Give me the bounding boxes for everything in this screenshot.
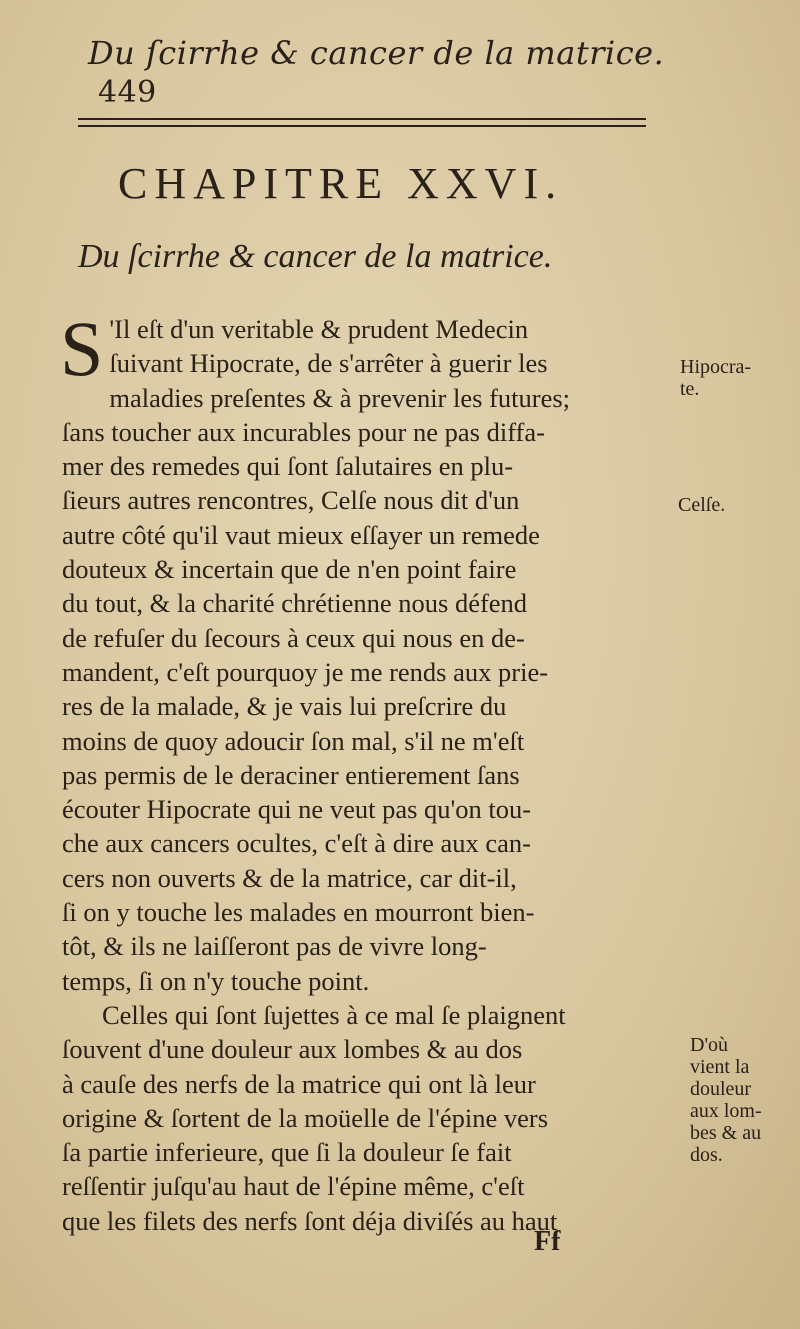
- text-line: à cauſe des nerfs de la matrice qui ont là leur: [62, 1068, 536, 1099]
- margin-note-hipocrate: Hipocra- te.: [680, 356, 752, 400]
- text-line: moins de quoy adoucir ſon mal, s'il ne m'eſt: [62, 725, 525, 756]
- text-line: reſſentir juſqu'au haut de l'épine même, c'eſt: [62, 1171, 525, 1202]
- margin-note-celse: Celſe.: [678, 494, 726, 516]
- text-line: res de la malade, & je vais lui preſcrire du: [62, 691, 507, 722]
- text-line: autre côté qu'il vaut mieux eſſayer un remede: [62, 519, 540, 550]
- chapter-title: Du ſcirrhe & cancer de la matrice.: [78, 238, 553, 275]
- text-line: origine & ſortent de la moüelle de l'épine vers: [62, 1102, 549, 1133]
- text-line: ſuivant Hipocrate, de s'arrêter à guerir les: [109, 348, 548, 379]
- signature-mark: Ff: [534, 1226, 561, 1257]
- text-line: 'Il eſt d'un veritable & prudent Medecin: [109, 314, 529, 344]
- page-number: 449: [98, 75, 157, 110]
- text-line: ſouvent d'une douleur aux lombes & au dos: [62, 1034, 523, 1065]
- margin-note-douleur: D'où vient la douleur aux lom- bes & au dos.: [690, 1034, 762, 1166]
- text-line: ſieurs autres rencontres, Celſe nous dit d'un: [62, 485, 520, 516]
- running-title: Du ſcirrhe & cancer de la matrice.: [88, 34, 665, 72]
- chapter-heading: CHAPITRE XXVI.: [118, 159, 564, 208]
- text-line: che aux cancers ocultes, c'eſt à dire aux can-: [62, 828, 532, 859]
- body-text: [60, 305, 674, 1238]
- text-line: ſi on y touche les malades en mourront bien-: [62, 897, 535, 928]
- text-line: tôt, & ils ne laiſſeront pas de vivre long-: [62, 931, 487, 962]
- text-line: de refuſer du ſecours à ceux qui nous en de-: [62, 622, 525, 653]
- text-line: mandent, c'eſt pourquoy je me rends aux prie-: [62, 656, 549, 687]
- text-line: ſa partie inferieure, que ſi la douleur ſe fait: [62, 1137, 512, 1168]
- text-line: Celles qui ſont ſujettes à ce mal ſe plaignent: [102, 999, 566, 1030]
- text-line: ſans toucher aux incurables pour ne pas diffa-: [62, 416, 545, 447]
- running-head: [88, 34, 668, 110]
- text-line: maladies preſentes & à prevenir les futures;: [109, 382, 571, 413]
- text-line: du tout, & la charité chrétienne nous défend: [62, 588, 528, 619]
- text-line: écouter Hipocrate qui ne veut pas qu'on tou-: [62, 794, 532, 825]
- text-line: douteux & incertain que de n'en point faire: [62, 554, 517, 585]
- text-line: mer des remedes qui ſont ſalutaires en plu-: [62, 451, 514, 482]
- text-line: temps, ſi on n'y touche point.: [62, 965, 370, 996]
- text-line: pas permis de le deraciner entierement ſans: [62, 759, 520, 790]
- header-rule: [78, 118, 646, 127]
- text-line: cers non ouverts & de la matrice, car dit-il,: [62, 862, 517, 893]
- drop-cap: S: [60, 305, 104, 392]
- text-line: que les filets des nerfs ſont déja diviſés au haut: [62, 1205, 558, 1236]
